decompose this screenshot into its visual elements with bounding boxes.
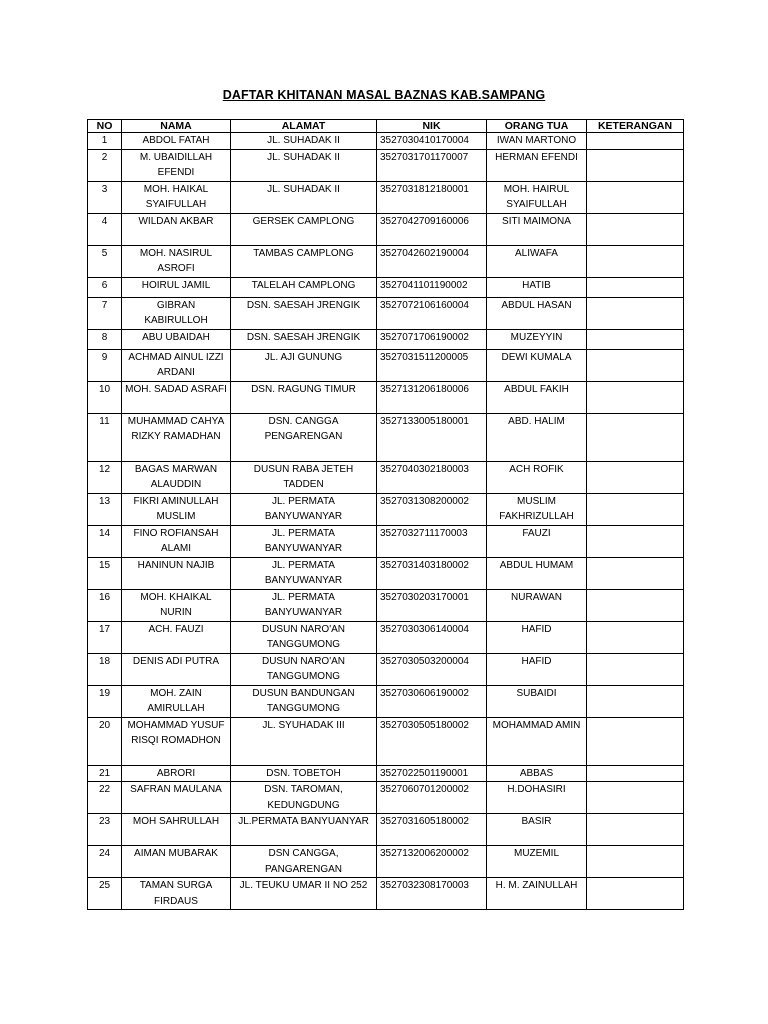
cell-no: 14 <box>88 525 122 557</box>
cell-no: 24 <box>88 846 122 878</box>
cell-no: 1 <box>88 133 122 150</box>
table-row <box>88 621 684 653</box>
cell-keterangan <box>587 349 684 381</box>
cell-orang-tua: SITI MAIMONA <box>487 213 587 245</box>
cell-nama: MOH. NASIRUL ASROFI <box>122 245 231 277</box>
cell-orang-tua: H. M. ZAINULLAH <box>487 878 587 910</box>
table-header-row <box>88 120 684 133</box>
cell-nama: FIKRI AMINULLAH MUSLIM <box>122 493 231 525</box>
cell-orang-tua: BASIR <box>487 814 587 846</box>
table-row <box>88 277 684 297</box>
cell-alamat: TALELAH CAMPLONG <box>231 277 377 297</box>
cell-keterangan <box>587 621 684 653</box>
cell-no: 13 <box>88 493 122 525</box>
cell-nik: 3527031511200005 <box>377 349 487 381</box>
cell-nama: DENIS ADI PUTRA <box>122 653 231 685</box>
cell-nik: 3527030606190002 <box>377 685 487 717</box>
cell-keterangan <box>587 589 684 621</box>
cell-orang-tua: IWAN MARTONO <box>487 133 587 150</box>
cell-no: 11 <box>88 413 122 461</box>
cell-alamat: DSN. SAESAH JRENGIK <box>231 329 377 349</box>
cell-alamat: DSN. TOBETOH <box>231 765 377 782</box>
cell-orang-tua: NURAWAN <box>487 589 587 621</box>
table-row <box>88 589 684 621</box>
cell-alamat: JL. SUHADAK II <box>231 181 377 213</box>
cell-nama: FINO ROFIANSAH ALAMI <box>122 525 231 557</box>
cell-orang-tua: HATIB <box>487 277 587 297</box>
cell-no: 12 <box>88 461 122 493</box>
cell-keterangan <box>587 181 684 213</box>
column-header-orang-tua: ORANG TUA <box>487 120 587 133</box>
cell-orang-tua: ALIWAFA <box>487 245 587 277</box>
cell-orang-tua: SUBAIDI <box>487 685 587 717</box>
cell-nama: SAFRAN MAULANA <box>122 782 231 814</box>
table-row <box>88 461 684 493</box>
cell-alamat: DSN. RAGUNG TIMUR <box>231 381 377 413</box>
cell-alamat: JL. PERMATA BANYUWANYAR <box>231 557 377 589</box>
cell-nama: HOIRUL JAMIL <box>122 277 231 297</box>
cell-keterangan <box>587 133 684 150</box>
cell-nik: 3527030410170004 <box>377 133 487 150</box>
cell-orang-tua: ABDUL HASAN <box>487 297 587 329</box>
table-row <box>88 878 684 910</box>
column-header-no: NO <box>88 120 122 133</box>
cell-nik: 3527032308170003 <box>377 878 487 910</box>
cell-alamat: JL. SUHADAK II <box>231 133 377 150</box>
table-row <box>88 149 684 181</box>
cell-nik: 3527131206180006 <box>377 381 487 413</box>
table-row <box>88 349 684 381</box>
cell-nik: 3527031701170007 <box>377 149 487 181</box>
cell-no: 8 <box>88 329 122 349</box>
cell-orang-tua: ABDUL HUMAM <box>487 557 587 589</box>
column-header-alamat: ALAMAT <box>231 120 377 133</box>
cell-keterangan <box>587 381 684 413</box>
cell-alamat: JL. PERMATA BANYUWANYAR <box>231 493 377 525</box>
cell-alamat: GERSEK CAMPLONG <box>231 213 377 245</box>
table-body <box>88 133 684 910</box>
cell-orang-tua: ABD. HALIM <box>487 413 587 461</box>
table-row <box>88 814 684 846</box>
cell-nama: HANINUN NAJIB <box>122 557 231 589</box>
column-header-keterangan: KETERANGAN <box>587 120 684 133</box>
cell-keterangan <box>587 653 684 685</box>
cell-nama: ACH. FAUZI <box>122 621 231 653</box>
cell-alamat: DUSUN NARO'AN TANGGUMONG <box>231 653 377 685</box>
cell-nama: MOH. HAIKAL SYAIFULLAH <box>122 181 231 213</box>
table-row <box>88 717 684 765</box>
cell-nama: M. UBAIDILLAH EFENDI <box>122 149 231 181</box>
cell-no: 19 <box>88 685 122 717</box>
table-row <box>88 782 684 814</box>
cell-no: 25 <box>88 878 122 910</box>
cell-no: 9 <box>88 349 122 381</box>
table-row <box>88 245 684 277</box>
table-row <box>88 181 684 213</box>
circumcision-roster-table <box>87 119 684 910</box>
cell-nik: 3527030503200004 <box>377 653 487 685</box>
cell-alamat: DUSUN BANDUNGAN TANGGUMONG <box>231 685 377 717</box>
cell-orang-tua: DEWI KUMALA <box>487 349 587 381</box>
cell-nama: ABU UBAIDAH <box>122 329 231 349</box>
cell-no: 5 <box>88 245 122 277</box>
cell-nik: 3527133005180001 <box>377 413 487 461</box>
cell-alamat: DSN. CANGGA PENGARENGAN <box>231 413 377 461</box>
cell-orang-tua: MUSLIM FAKHRIZULLAH <box>487 493 587 525</box>
cell-orang-tua: HAFID <box>487 653 587 685</box>
cell-keterangan <box>587 297 684 329</box>
table-row <box>88 653 684 685</box>
column-header-nik: NIK <box>377 120 487 133</box>
cell-nik: 3527031403180002 <box>377 557 487 589</box>
cell-nama: ABDOL FATAH <box>122 133 231 150</box>
cell-no: 16 <box>88 589 122 621</box>
cell-keterangan <box>587 846 684 878</box>
cell-nama: ABRORI <box>122 765 231 782</box>
cell-orang-tua: MUZEMIL <box>487 846 587 878</box>
cell-nik: 3527072106160004 <box>377 297 487 329</box>
table-row <box>88 329 684 349</box>
cell-nik: 3527031605180002 <box>377 814 487 846</box>
table-row <box>88 133 684 150</box>
cell-keterangan <box>587 685 684 717</box>
column-header-nama: NAMA <box>122 120 231 133</box>
cell-alamat: JL. PERMATA BANYUWANYAR <box>231 525 377 557</box>
cell-nama: GIBRAN KABIRULLOH <box>122 297 231 329</box>
cell-alamat: DUSUN NARO'AN TANGGUMONG <box>231 621 377 653</box>
cell-orang-tua: FAUZI <box>487 525 587 557</box>
cell-alamat: JL. AJI GUNUNG <box>231 349 377 381</box>
cell-no: 20 <box>88 717 122 765</box>
table-row <box>88 765 684 782</box>
cell-nama: ACHMAD AINUL IZZI ARDANI <box>122 349 231 381</box>
cell-alamat: JL. SYUHADAK III <box>231 717 377 765</box>
cell-no: 4 <box>88 213 122 245</box>
cell-keterangan <box>587 277 684 297</box>
cell-nik: 3527132006200002 <box>377 846 487 878</box>
table-row <box>88 525 684 557</box>
cell-nik: 3527030203170001 <box>377 589 487 621</box>
cell-nik: 3527030505180002 <box>377 717 487 765</box>
cell-no: 10 <box>88 381 122 413</box>
cell-nik: 3527031308200002 <box>377 493 487 525</box>
table-row <box>88 213 684 245</box>
cell-keterangan <box>587 717 684 765</box>
cell-alamat: DUSUN RABA JETEH TADDEN <box>231 461 377 493</box>
cell-nik: 3527030306140004 <box>377 621 487 653</box>
cell-no: 2 <box>88 149 122 181</box>
cell-keterangan <box>587 461 684 493</box>
cell-alamat: JL. SUHADAK II <box>231 149 377 181</box>
cell-keterangan <box>587 329 684 349</box>
document-title: DAFTAR KHITANAN MASAL BAZNAS KAB.SAMPANG <box>222 88 546 102</box>
cell-no: 15 <box>88 557 122 589</box>
cell-orang-tua: ABBAS <box>487 765 587 782</box>
cell-no: 22 <box>88 782 122 814</box>
cell-no: 3 <box>88 181 122 213</box>
cell-no: 23 <box>88 814 122 846</box>
cell-nama: MUHAMMAD CAHYA RIZKY RAMADHAN <box>122 413 231 461</box>
cell-keterangan <box>587 878 684 910</box>
table-row <box>88 297 684 329</box>
cell-keterangan <box>587 245 684 277</box>
cell-keterangan <box>587 493 684 525</box>
cell-keterangan <box>587 765 684 782</box>
cell-orang-tua: ABDUL FAKIH <box>487 381 587 413</box>
cell-nama: MOH. ZAIN AMIRULLAH <box>122 685 231 717</box>
cell-nik: 3527040302180003 <box>377 461 487 493</box>
table-row <box>88 381 684 413</box>
cell-keterangan <box>587 557 684 589</box>
cell-alamat: DSN. SAESAH JRENGIK <box>231 297 377 329</box>
cell-nama: MOHAMMAD YUSUF RISQI ROMADHON <box>122 717 231 765</box>
cell-keterangan <box>587 149 684 181</box>
cell-keterangan <box>587 413 684 461</box>
cell-orang-tua: H.DOHASIRI <box>487 782 587 814</box>
cell-alamat: JL. PERMATA BANYUWANYAR <box>231 589 377 621</box>
cell-nik: 3527031812180001 <box>377 181 487 213</box>
cell-orang-tua: MUZEYYIN <box>487 329 587 349</box>
cell-orang-tua: MOH. HAIRUL SYAIFULLAH <box>487 181 587 213</box>
cell-orang-tua: MOHAMMAD AMIN <box>487 717 587 765</box>
cell-keterangan <box>587 814 684 846</box>
cell-nik: 3527041101190002 <box>377 277 487 297</box>
cell-keterangan <box>587 213 684 245</box>
cell-nama: MOH. KHAIKAL NURIN <box>122 589 231 621</box>
cell-nik: 3527022501190001 <box>377 765 487 782</box>
cell-nama: TAMAN SURGA FIRDAUS <box>122 878 231 910</box>
cell-nama: BAGAS MARWAN ALAUDDIN <box>122 461 231 493</box>
cell-no: 7 <box>88 297 122 329</box>
cell-nik: 3527042709160006 <box>377 213 487 245</box>
cell-nama: WILDAN AKBAR <box>122 213 231 245</box>
cell-keterangan <box>587 782 684 814</box>
cell-no: 6 <box>88 277 122 297</box>
cell-orang-tua: ACH ROFIK <box>487 461 587 493</box>
table-row <box>88 413 684 461</box>
cell-orang-tua: HAFID <box>487 621 587 653</box>
cell-no: 18 <box>88 653 122 685</box>
cell-nama: MOH SAHRULLAH <box>122 814 231 846</box>
cell-no: 21 <box>88 765 122 782</box>
cell-nama: AIMAN MUBARAK <box>122 846 231 878</box>
cell-nama: MOH. SADAD ASRAFI <box>122 381 231 413</box>
cell-no: 17 <box>88 621 122 653</box>
cell-nik: 3527060701200002 <box>377 782 487 814</box>
cell-nik: 3527032711170003 <box>377 525 487 557</box>
cell-nik: 3527042602190004 <box>377 245 487 277</box>
cell-alamat: DSN. TAROMAN, KEDUNGDUNG <box>231 782 377 814</box>
cell-alamat: TAMBAS CAMPLONG <box>231 245 377 277</box>
table-row <box>88 685 684 717</box>
cell-keterangan <box>587 525 684 557</box>
cell-alamat: JL. TEUKU UMAR II NO 252 <box>231 878 377 910</box>
cell-alamat: JL.PERMATA BANYUANYAR <box>231 814 377 846</box>
table-row <box>88 493 684 525</box>
cell-alamat: DSN CANGGA, PANGARENGAN <box>231 846 377 878</box>
cell-nik: 3527071706190002 <box>377 329 487 349</box>
cell-orang-tua: HERMAN EFENDI <box>487 149 587 181</box>
table-row <box>88 846 684 878</box>
table-row <box>88 557 684 589</box>
